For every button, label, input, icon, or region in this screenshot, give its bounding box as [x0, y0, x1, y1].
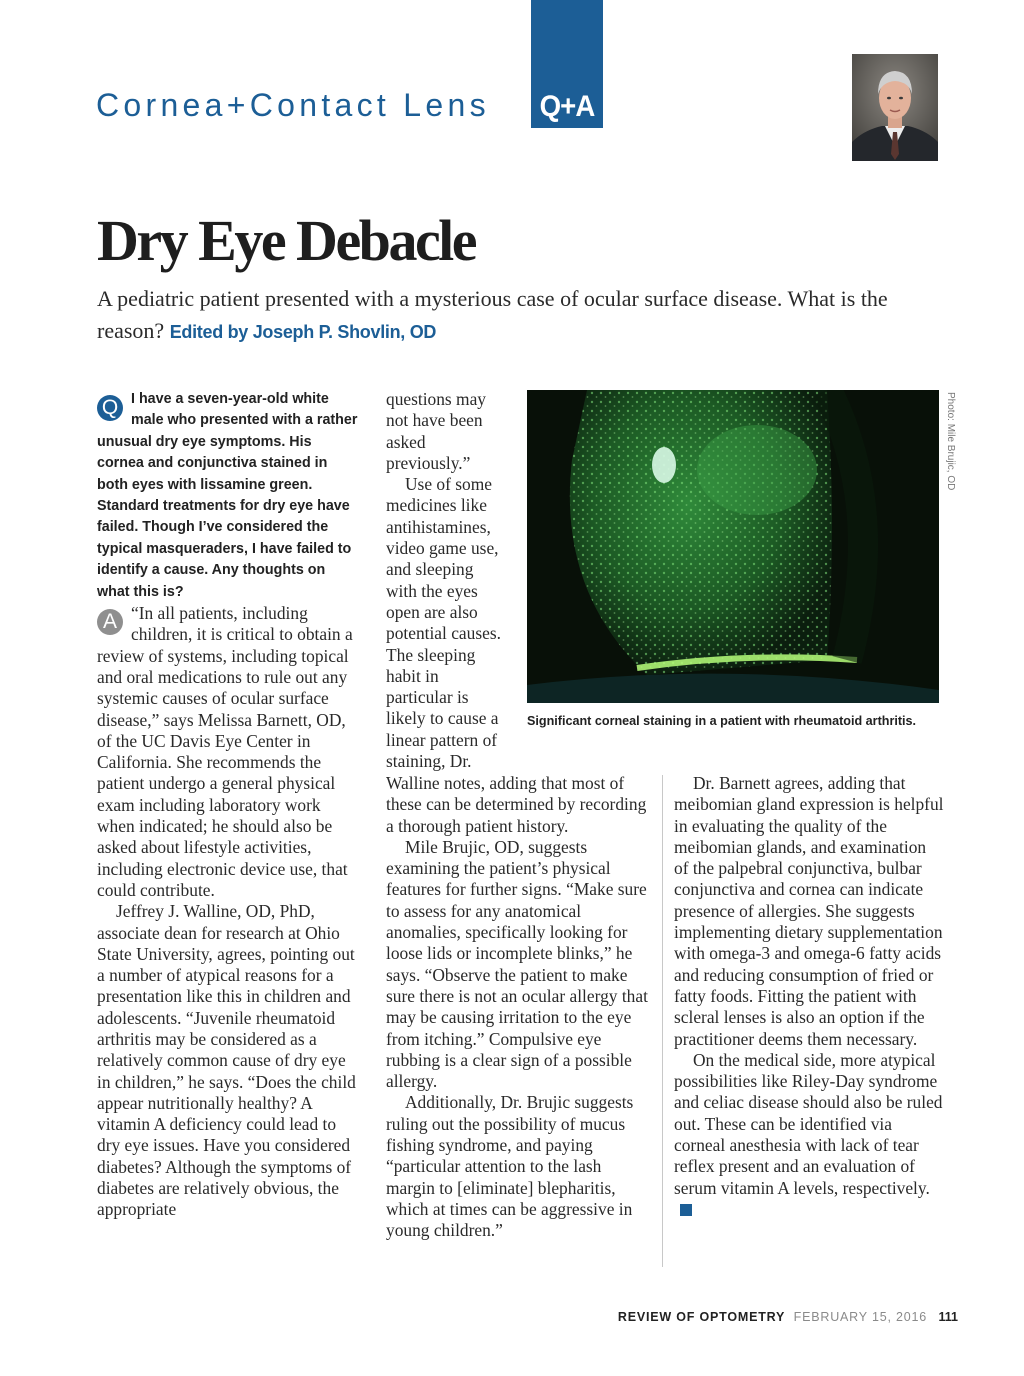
body-paragraph	[674, 1050, 944, 1220]
qa-label: Q+A	[539, 90, 595, 123]
body-paragraph-text: On the medical side, more atypical possibilities like Riley-Day syndrome and celiac disease should also be ruled out. These can be identified via corneal anesthesia with lack of tear reflex present and an evaluation of serum vitamin A levels, respectively.	[674, 1049, 943, 1198]
end-mark-icon	[680, 1204, 692, 1216]
publication-name: REVIEW OF OPTOMETRY	[617, 1310, 786, 1324]
deck-text: A pediatric patient presented with a mysterious case of ocular surface disease. What is the reason?	[97, 286, 888, 343]
body-paragraph: Dr. Barnett agrees, adding that meibomian gland expression is helpful in evaluating the quality of the meibomian glands, and examination of the palpebral conjunctiva, bulbar conjunctiva and cornea can indicate presence of allergies. She suggests implementing dietary supplementation with omega-3 and omega-6 fatty acids and reducing consumption of fried or fatty foods. Fitting the patient with scleral lenses is also an option if the practitioner deems them necessary.	[674, 773, 944, 1049]
issue-date: FEBRUARY 15, 2016	[793, 1310, 928, 1324]
corneal-staining-photo	[527, 390, 939, 703]
column-1	[97, 389, 359, 1221]
answer-badge: A	[97, 609, 123, 635]
question-badge: Q	[97, 395, 123, 421]
photo-credit	[945, 392, 956, 491]
body-paragraph: Walline notes, adding that most of these can be determined by recording a thorough patient history.	[386, 773, 647, 836]
body-paragraph: questions may not have been asked previously.”	[386, 389, 486, 473]
body-paragraph: Use of some medicines like antihistamines, video game use, and sleeping with the eyes open are also potential causes. The sleeping habit in particular is likely to cause a linear pattern of staining, Dr.	[386, 474, 501, 772]
page-number: 111	[938, 1310, 958, 1324]
column-name: Cornea+Contact Lens	[96, 87, 490, 123]
question-text: I have a seven-year-old white male who presented with a rather unusual dry eye symptoms. His cornea and conjunctiva stained in both eyes with lissamine green. Standard treatments for dry eye have failed. Though I’ve considered the typical masqueraders, I have failed to identify a cause. Any thoughts on what this is?	[97, 391, 358, 600]
byline: Edited by Joseph P. Shovlin, OD	[169, 322, 437, 342]
body-paragraph: “In all patients, including children, it is critical to obtain a review of systems, including topical and oral medications to rule out any systemic causes of ocular surface disease,” says Melissa Barnett, OD, of the UC Davis Eye Center in California. She recommends the patient undergo a general physical exam including laboratory work when indicated; he should also be asked about lifestyle activities, including electronic device use, that could contribute.	[97, 603, 353, 900]
body-paragraph: Additionally, Dr. Brujic suggests ruling out the possibility of mucus fishing syndrome, and paying “particular attention to the lash margin to [eliminate] blepharitis, which at times can be aggressive in young children.”	[386, 1092, 634, 1241]
column-3	[674, 773, 944, 1220]
deck	[97, 283, 917, 348]
photo-credit-text: Photo: Mile Brujic, OD	[945, 392, 956, 491]
body-paragraph: Jeffrey J. Walline, OD, PhD, associate dean for research at Ohio State University, agrees, pointing out a number of atypical reasons for a presentation like this in children and adolescents. “Juvenile rheumatoid arthritis may be considered as a relatively common cause of dry eye in children,” he says. “Does the child appear nutritionally healthy? A vitamin A deficiency could lead to dry eye issues. Have you considered diabetes? Although the symptoms of diabetes are relatively obvious, the appropriate	[97, 901, 356, 1220]
author-headshot	[852, 54, 938, 161]
column-divider	[662, 775, 663, 1267]
photo-caption: Significant corneal staining in a patient with rheumatoid arthritis.	[527, 714, 917, 728]
body-paragraph: Mile Brujic, OD, suggests examining the patient’s physical features for further signs. “Make sure to assess for any anatomical anomalies, specifically looking for loose lids or incomplete blinks,” he says. “Observe the patient to make sure there is not an ocular allergy that may be causing irritation to the eye from itching.” Compulsive eye rubbing is a clear sign of a possible allergy.	[386, 836, 648, 1092]
column-2-bottom	[386, 773, 654, 1242]
page-footer	[618, 1310, 958, 1324]
qa-tab	[531, 0, 603, 128]
headline: Dry Eye Debacle	[97, 208, 476, 273]
column-2-top	[386, 389, 508, 772]
